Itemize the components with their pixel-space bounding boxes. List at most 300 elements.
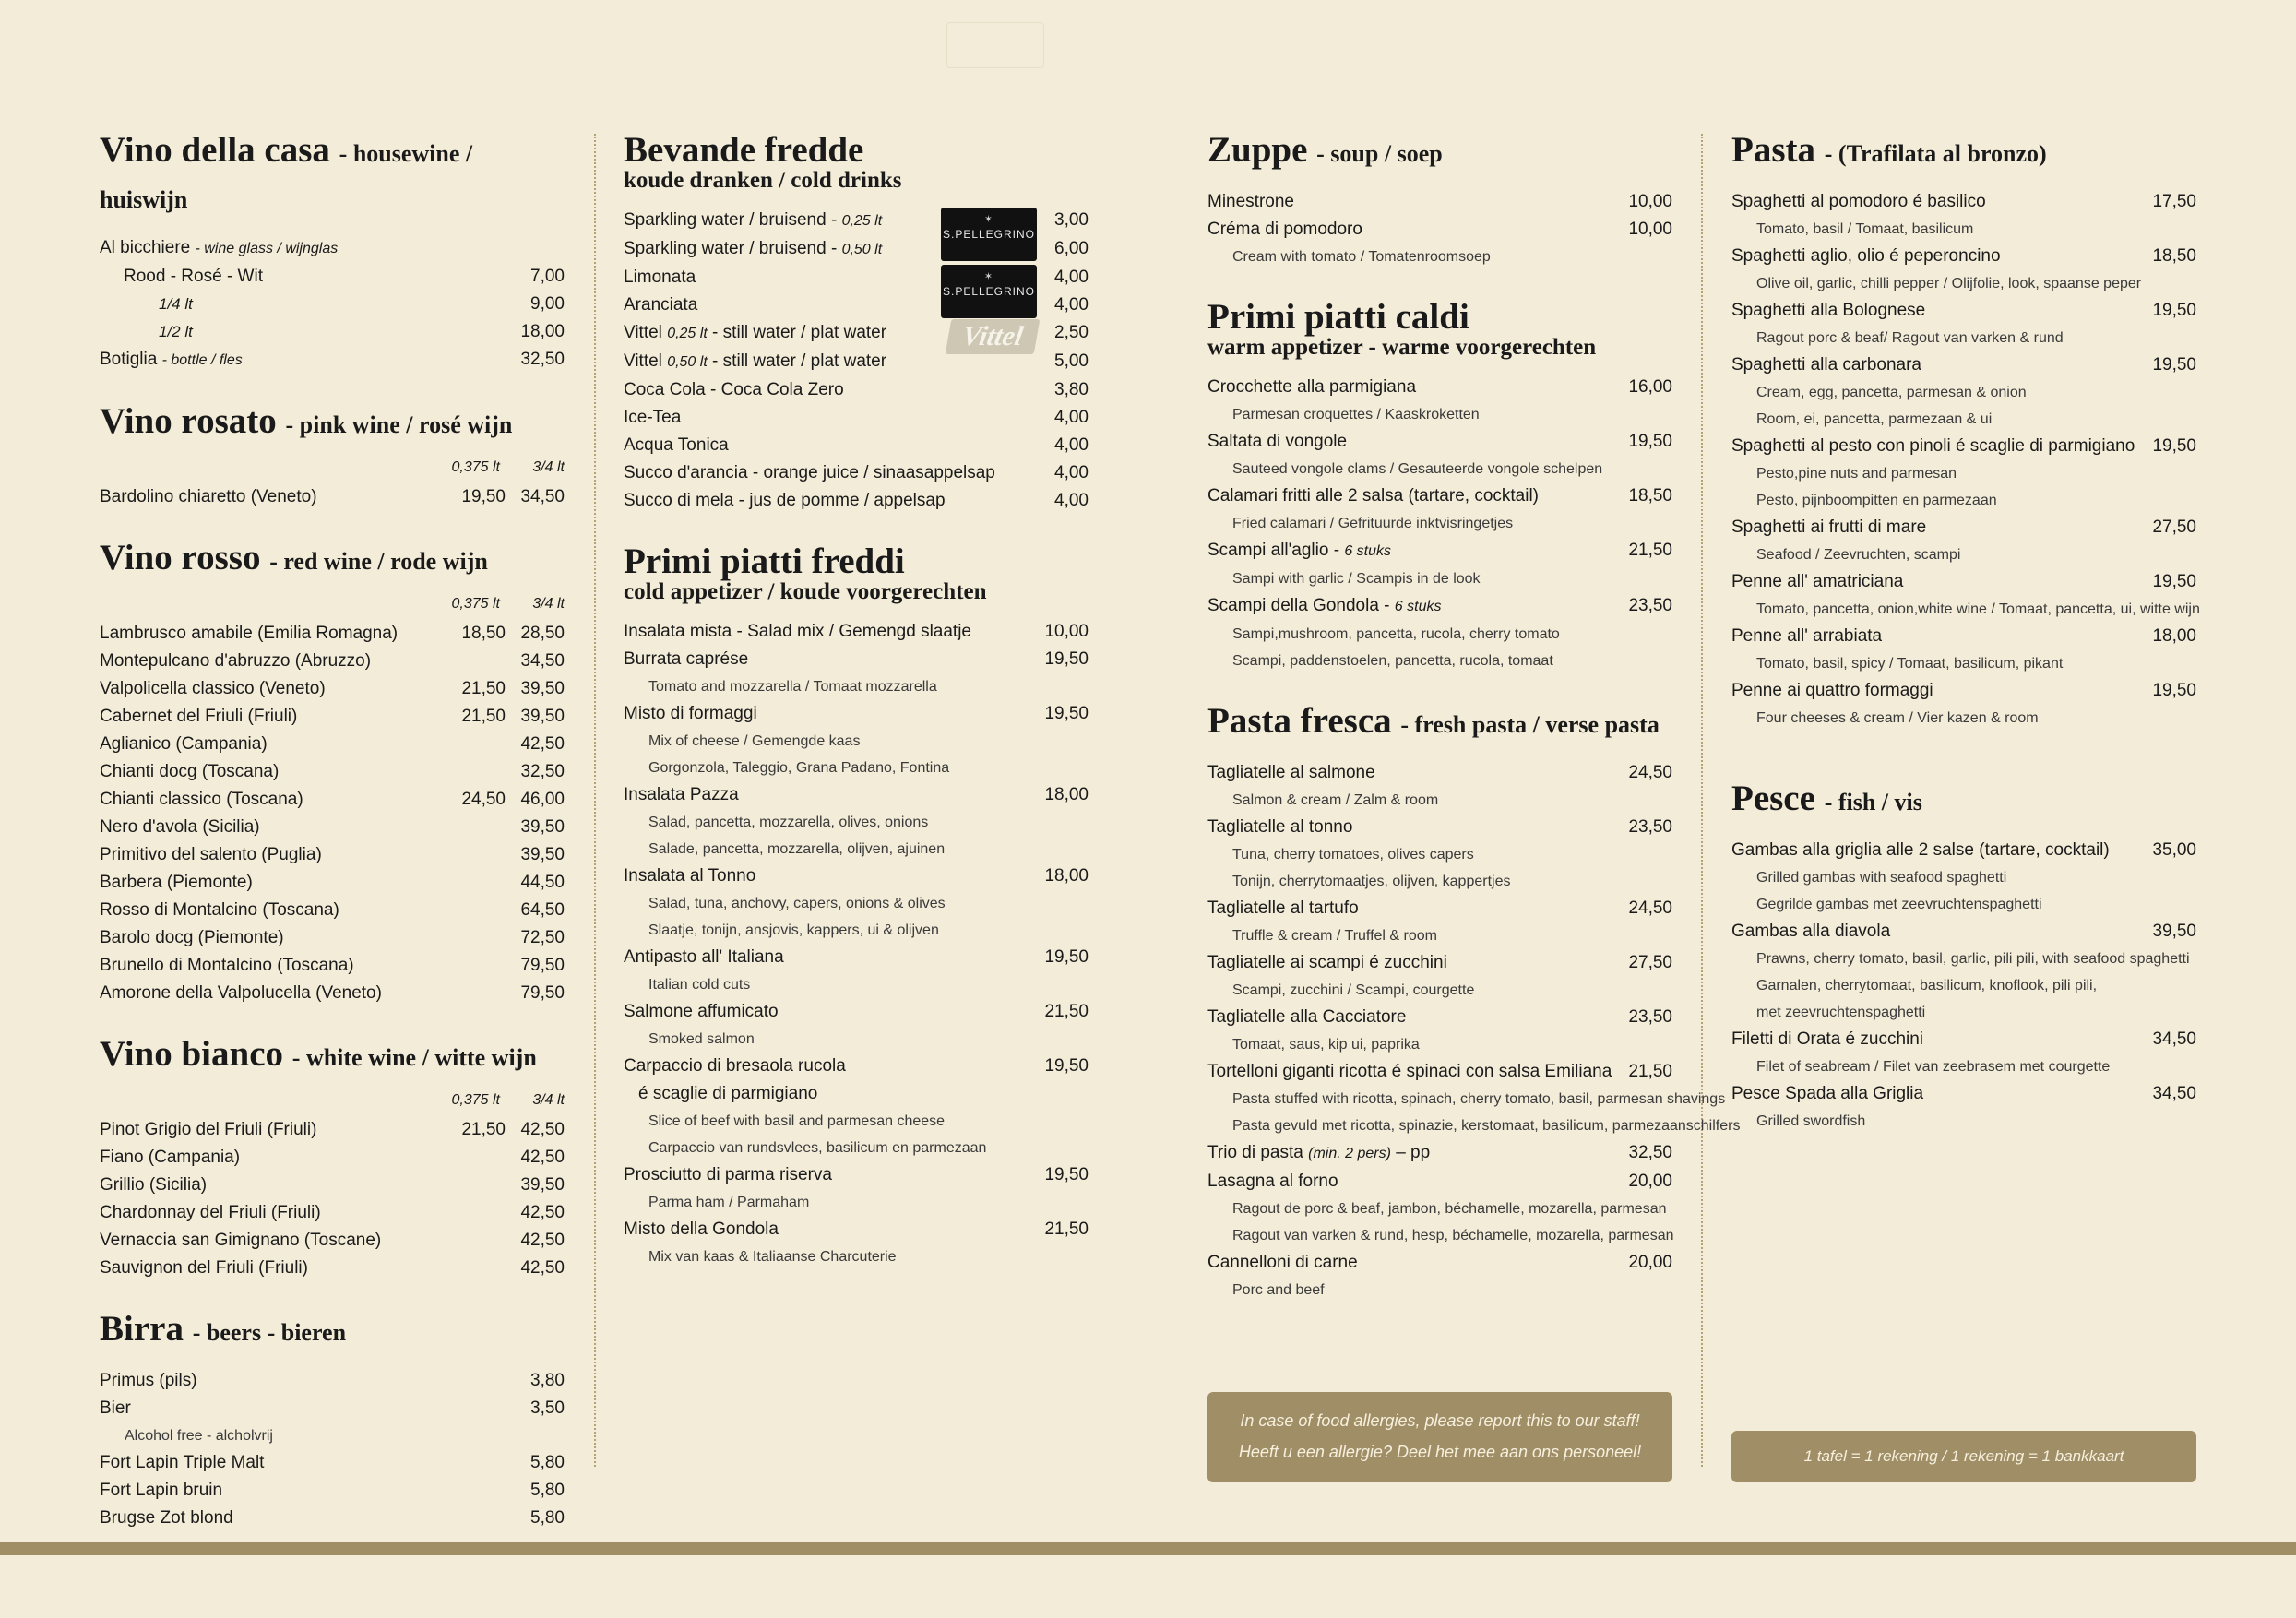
item-description: Scampi, paddenstoelen, pancetta, rucola, tomaat <box>1232 653 1553 669</box>
item-name: Brunello di Montalcino (Toscana) <box>100 956 354 975</box>
section-title: Zuppe <box>1207 130 1308 170</box>
item-description: Prawns, cherry tomato, basil, garlic, pili pili, with seafood spaghetti <box>1756 951 2190 967</box>
price-large: 44,50 <box>520 873 565 892</box>
item-name: Insalata mista - Salad mix / Gemengd slaatje <box>624 622 972 641</box>
menu-item <box>1207 428 1672 456</box>
item-description: Sauteed vongole clams / Gesauteerde vongole schelpen <box>1232 461 1603 477</box>
price-small: 21,50 <box>461 707 506 726</box>
column-divider <box>594 134 596 1467</box>
menu-item <box>100 648 565 675</box>
item-name: Spaghetti al pomodoro é basilico <box>1731 192 1986 211</box>
item-note: 0,50 lt <box>841 242 883 257</box>
price-large: 42,50 <box>520 734 565 754</box>
section-title: Vino rosato <box>100 401 277 441</box>
item-description: Tomato and mozzarella / Tomaat mozzarella <box>648 679 937 695</box>
item-description: Alcohol free - alcholvrij <box>125 1428 273 1444</box>
menu-item: 1/4 lt 9,00 <box>100 291 565 318</box>
price: 19,50 <box>2152 301 2196 320</box>
item-name: Spaghetti aglio, olio é peperoncino <box>1731 246 2001 266</box>
item-name: Filetti di Orata é zucchini <box>1731 1029 1924 1049</box>
column-divider <box>1701 134 1703 1467</box>
wines-column <box>100 129 565 1558</box>
price: 4,00 <box>1054 408 1089 427</box>
price-large: 79,50 <box>520 983 565 1003</box>
price: 23,50 <box>1628 817 1672 837</box>
section-subtitle: warm appetizer - warme voorgerechten <box>1207 335 1597 360</box>
item-description: Mix van kaas & Italiaanse Charcuterie <box>648 1249 897 1265</box>
item-name: Saltata di vongole <box>1207 432 1348 451</box>
menu-item <box>1207 537 1672 565</box>
menu-item <box>100 483 565 511</box>
item-name: Succo di mela - jus de pomme / appelsap <box>624 491 946 510</box>
item-description: Cream, egg, pancetta, parmesan & onion <box>1756 385 2027 400</box>
menu-item <box>1731 243 2196 270</box>
menu-item <box>1207 1004 1672 1031</box>
drinks-column <box>624 129 1089 1296</box>
item-description: Cream with tomato / Tomatenroomsoep <box>1232 249 1491 265</box>
item-description: Salad, pancetta, mozzarella, olives, onions <box>648 815 929 830</box>
item-name: Aranciata <box>624 295 698 315</box>
section-title: Bevande fredde <box>624 130 864 170</box>
menu-item <box>1207 949 1672 977</box>
item-name: Coca Cola - Coca Cola Zero <box>624 380 844 399</box>
section-subtitle: - red wine / rode wijn <box>269 548 488 575</box>
price: 24,50 <box>1628 763 1672 782</box>
menu-item <box>100 1477 565 1505</box>
item-name: Tagliatelle al tonno <box>1207 817 1353 837</box>
item-description: met zeevruchtenspaghetti <box>1756 1005 1926 1020</box>
item-name: Amorone della Valpolucella (Veneto) <box>100 983 382 1003</box>
item-name: Vernaccia san Gimignano (Toscane) <box>100 1231 382 1250</box>
section-title: Pesce <box>1731 779 1815 818</box>
price: 2,50 <box>1054 323 1089 342</box>
item-description: Carpaccio van rundsvlees, basilicum en parmezaan <box>648 1140 987 1156</box>
menu-item <box>100 814 565 841</box>
menu-item <box>100 731 565 758</box>
menu-item <box>100 703 565 731</box>
item-name: Brugse Zot blond <box>100 1508 233 1528</box>
price: 21,50 <box>1044 1002 1089 1021</box>
section-title: Birra <box>100 1309 184 1349</box>
menu-item <box>1207 895 1672 922</box>
menu-item: 1/2 lt 18,00 <box>100 318 565 346</box>
menu-item <box>1207 482 1672 510</box>
price: 18,00 <box>1044 785 1089 804</box>
item-name: Burrata caprése <box>624 649 749 669</box>
menu-item <box>100 1227 565 1255</box>
price-small: 21,50 <box>461 1120 506 1139</box>
item-description: Salad, tuna, anchovy, capers, onions & olives <box>648 896 946 911</box>
price: 19,50 <box>1044 947 1089 967</box>
item-description: Gegrilde gambas met zeevruchtenspaghetti <box>1756 897 2042 912</box>
item-name: Tortelloni giganti ricotta é spinaci con salsa Emiliana <box>1207 1062 1612 1081</box>
section-cold-starters <box>624 541 1089 1270</box>
item-name: Acqua Tonica <box>624 435 729 455</box>
price: 19,50 <box>1044 704 1089 723</box>
item-description: Sampi,mushroom, pancetta, rucola, cherry tomato <box>1232 626 1560 642</box>
allergy-notice <box>1207 1392 1672 1482</box>
item-name: Penne all' amatriciana <box>1731 572 1904 591</box>
item-name: é scaglie di parmigiano <box>638 1084 818 1103</box>
item-description: Salmon & cream / Zalm & room <box>1232 792 1439 808</box>
menu-item <box>624 700 1089 728</box>
price: 27,50 <box>2152 518 2196 537</box>
price: 19,50 <box>1044 649 1089 669</box>
section-cold-drinks <box>624 129 1089 515</box>
menu-item <box>1731 568 2196 596</box>
section-subtitle: - (Trafilata al bronzo) <box>1824 140 2047 167</box>
price-large: 72,50 <box>520 928 565 947</box>
price-large: 39,50 <box>520 679 565 698</box>
menu-item <box>624 459 1089 487</box>
menu-item <box>1731 623 2196 650</box>
price: 19,50 <box>1044 1165 1089 1184</box>
item-name: Tagliatelle ai scampi é zucchini <box>1207 953 1447 972</box>
item-name: Vittel <box>624 323 668 342</box>
price: 23,50 <box>1628 1007 1672 1027</box>
item-name: Bier <box>100 1398 131 1418</box>
item-name: Cannelloni di carne <box>1207 1253 1358 1272</box>
menu-item <box>100 841 565 869</box>
menu-item <box>1731 1080 2196 1108</box>
price: 19,50 <box>2152 681 2196 700</box>
item-description: Room, ei, pancetta, parmezaan & ui <box>1756 411 1993 427</box>
price-large: 32,50 <box>520 762 565 781</box>
section-subtitle: koude dranken / cold drinks <box>624 168 902 193</box>
item-name: Prosciutto di parma riserva <box>624 1165 832 1184</box>
price: 19,50 <box>2152 436 2196 456</box>
item-description: Tomaat, saus, kip ui, paprika <box>1232 1037 1420 1053</box>
item-name: Vittel <box>624 351 668 371</box>
price: 39,50 <box>2152 922 2196 941</box>
item-name-continued <box>624 1080 1089 1108</box>
item-name: Minestrone <box>1207 192 1294 211</box>
price: 6,00 <box>1054 239 1089 258</box>
item-name: Crocchette alla parmigiana <box>1207 377 1417 397</box>
price: 7,00 <box>530 267 565 286</box>
vittel-logo: Vittel <box>946 319 1041 354</box>
price: 4,00 <box>1054 463 1089 482</box>
price-large: 34,50 <box>520 651 565 671</box>
item-name: Spaghetti al pesto con pinoli é scaglie di parmigiano <box>1731 436 2135 456</box>
price: 10,00 <box>1044 622 1089 641</box>
item-name: Ice-Tea <box>624 408 682 427</box>
item-name: Primitivo del salento (Puglia) <box>100 845 322 864</box>
price: 16,00 <box>1628 377 1672 397</box>
price: 3,80 <box>1054 380 1089 399</box>
section-soups <box>1207 129 1672 270</box>
price-small: 19,50 <box>461 487 506 506</box>
item-name: Limonata <box>624 268 696 287</box>
item-note: 6 stuks <box>1344 543 1391 559</box>
item-description: Slice of beef with basil and parmesan cheese <box>648 1113 946 1129</box>
section-rose-wine <box>100 400 565 511</box>
menu-item <box>100 1116 565 1144</box>
allergy-notice-en: In case of food allergies, please report this to our staff! <box>1240 1411 1640 1430</box>
item-name: Calamari fritti alle 2 salsa (tartare, cocktail) <box>1207 486 1539 506</box>
bottom-rule <box>0 1542 2296 1555</box>
item-description: Slaatje, tonijn, ansjovis, kappers, ui & olijven <box>648 922 939 938</box>
menu-item: Al bicchiere - wine glass / wijnglas <box>100 238 339 257</box>
item-description: Tomato, basil / Tomaat, basilicum <box>1756 221 1974 237</box>
item-name: Gambas alla griglia alle 2 salse (tartare, cocktail) <box>1731 840 2110 860</box>
price-large: 64,50 <box>520 900 565 920</box>
section-title: Primi piatti freddi <box>624 541 905 581</box>
menu-item <box>100 869 565 897</box>
item-name: Pesce Spada alla Griglia <box>1731 1084 1924 1103</box>
item-name: Fiano (Campania) <box>100 1148 241 1167</box>
item-name: Créma di pomodoro <box>1207 220 1362 239</box>
item-name: Fort Lapin Triple Malt <box>100 1453 265 1472</box>
price: 4,00 <box>1054 491 1089 510</box>
item-name: Valpolicella classico (Veneto) <box>100 679 326 698</box>
price-large: 79,50 <box>520 956 565 975</box>
section-subtitle: - pink wine / rosé wijn <box>285 411 513 438</box>
item-detail: - still water / plat water <box>707 351 887 371</box>
soups-column <box>1207 129 1741 1329</box>
item-note: (min. 2 pers) <box>1308 1146 1391 1161</box>
item-name: Grillio (Sicilia) <box>100 1175 208 1195</box>
price-large: 39,50 <box>520 817 565 837</box>
item-name: Fort Lapin bruin <box>100 1481 223 1500</box>
allergy-notice-nl: Heeft u een allergie? Deel het mee aan ons personeel! <box>1238 1443 1642 1461</box>
price: 17,50 <box>2152 192 2196 211</box>
item-name: Chianti docg (Toscana) <box>100 762 280 781</box>
item-name: Lambrusco amabile (Emilia Romagna) <box>100 624 399 643</box>
item-name: Aglianico (Campania) <box>100 734 268 754</box>
item-description: Tuna, cherry tomatoes, olives capers <box>1232 847 1474 863</box>
item-description: Ragout de porc & beaf, jambon, béchamelle, mozarella, parmesan <box>1232 1201 1667 1217</box>
price: 5,80 <box>530 1508 565 1528</box>
item-name: Misto di formaggi <box>624 704 757 723</box>
menu-item <box>624 432 1089 459</box>
item-description: Fried calamari / Gefrituurde inktvisringetjes <box>1232 516 1514 531</box>
section-title: Pasta fresca <box>1207 701 1392 741</box>
item-description: Seafood / Zeevruchten, scampi <box>1756 547 1961 563</box>
item-name: Primus (pils) <box>100 1371 197 1390</box>
item-name: Montepulcano d'abruzzo (Abruzzo) <box>100 651 372 671</box>
price-large: 34,50 <box>520 487 565 506</box>
menu-item <box>624 646 1089 673</box>
menu-item <box>100 1255 565 1282</box>
price: 23,50 <box>1628 596 1672 615</box>
item-description: Porc and beef <box>1232 1282 1325 1298</box>
item-name: Trio di pasta <box>1207 1143 1309 1162</box>
price: 35,00 <box>2152 840 2196 860</box>
price: 4,00 <box>1054 295 1089 315</box>
price-small: 24,50 <box>461 790 506 809</box>
section-subtitle: - fish / vis <box>1824 789 1922 815</box>
price-large: 42,50 <box>520 1231 565 1250</box>
menu-item <box>100 620 565 648</box>
item-name: Spaghetti ai frutti di mare <box>1731 518 1927 537</box>
price: 19,50 <box>1044 1056 1089 1076</box>
pasta-column <box>1731 129 2200 1160</box>
price-column-headers: 0,375 lt 3/4 lt <box>451 1092 565 1108</box>
menu-item <box>1207 1139 1672 1168</box>
menu-item <box>100 1199 565 1227</box>
item-description: Smoked salmon <box>648 1031 755 1047</box>
menu-item <box>624 998 1089 1026</box>
price-large: 42,50 <box>520 1203 565 1222</box>
item-name: Gambas alla diavola <box>1731 922 1891 941</box>
item-note: 0,25 lt <box>667 326 708 341</box>
menu-item <box>624 404 1089 432</box>
menu-item <box>624 781 1089 809</box>
item-description: Grilled gambas with seafood spaghetti <box>1756 870 2007 886</box>
price: 4,00 <box>1054 268 1089 287</box>
item-name: Spaghetti alla carbonara <box>1731 355 1921 375</box>
price: 18,00 <box>1044 866 1089 886</box>
menu-item <box>1207 374 1672 401</box>
item-name: Antipasto all' Italiana <box>624 947 784 967</box>
menu-item <box>1207 216 1672 244</box>
item-description: Tonijn, cherrytomaatjes, olijven, kappertjes <box>1232 874 1511 889</box>
price: 5,00 <box>1054 351 1089 371</box>
price: 5,80 <box>530 1481 565 1500</box>
menu-item <box>1207 1058 1672 1086</box>
price-small: 21,50 <box>461 679 506 698</box>
price: 20,00 <box>1628 1253 1672 1272</box>
section-subtitle: cold appetizer / koude voorgerechten <box>624 579 987 604</box>
price: 3,80 <box>530 1371 565 1390</box>
section-warm-starters <box>1207 296 1672 674</box>
billing-notice: 1 tafel = 1 rekening / 1 rekening = 1 bankkaart <box>1731 1431 2196 1482</box>
price: 19,50 <box>2152 572 2196 591</box>
san-pellegrino-logo: ✶ S.PELLEGRINO <box>941 265 1037 318</box>
item-name: Misto della Gondola <box>624 1219 779 1239</box>
item-description: Parmesan croquettes / Kaaskroketten <box>1232 407 1480 422</box>
item-name: Scampi all'aglio - <box>1207 541 1345 560</box>
item-description: Grilled swordfish <box>1756 1113 1866 1129</box>
item-description: Italian cold cuts <box>648 977 751 993</box>
item-name: Salmone affumicato <box>624 1002 779 1021</box>
menu-item <box>624 1216 1089 1243</box>
price: 18,00 <box>520 322 565 341</box>
item-name: Tagliatelle al tartufo <box>1207 898 1359 918</box>
price-large: 42,50 <box>520 1120 565 1139</box>
menu-item <box>1731 514 2196 541</box>
item-name: Insalata Pazza <box>624 785 739 804</box>
menu-item <box>100 1395 565 1422</box>
item-description: Pasta stuffed with ricotta, spinach, cherry tomato, basil, parmesan shavings <box>1232 1091 1726 1107</box>
menu-item <box>100 786 565 814</box>
price: 21,50 <box>1044 1219 1089 1239</box>
item-description: Tomato, basil, spicy / Tomaat, basilicum, pikant <box>1756 656 2064 672</box>
price-large: 39,50 <box>520 707 565 726</box>
item-name: Bardolino chiaretto (Veneto) <box>100 487 317 506</box>
section-title: Vino rosso <box>100 538 261 577</box>
menu-item <box>624 618 1089 646</box>
price: 19,50 <box>2152 355 2196 375</box>
section-title: Vino bianco <box>100 1034 284 1074</box>
item-name: Chianti classico (Toscana) <box>100 790 303 809</box>
menu-item: Botiglia - bottle / fles 32,50 <box>100 346 565 375</box>
menu-item <box>1731 677 2196 705</box>
section-fish <box>1731 778 2196 1135</box>
menu-item <box>100 924 565 952</box>
menu-item <box>1207 1249 1672 1277</box>
item-name: Scampi della Gondola - <box>1207 596 1395 615</box>
item-name: Nero d'avola (Sicilia) <box>100 817 260 837</box>
menu-item <box>1207 188 1672 216</box>
item-name: Spaghetti alla Bolognese <box>1731 301 1926 320</box>
item-description: Garnalen, cherrytomaat, basilicum, knoflook, pili pili, <box>1756 978 2098 993</box>
item-detail: - still water / plat water <box>707 323 887 342</box>
item-name: Tagliatelle al salmone <box>1207 763 1375 782</box>
section-white-wine <box>100 1033 565 1282</box>
menu-item <box>100 675 565 703</box>
menu-item <box>1207 592 1672 621</box>
price-large: 39,50 <box>520 1175 565 1195</box>
price: 3,50 <box>530 1398 565 1418</box>
section-subtitle: - beers - bieren <box>192 1319 347 1346</box>
item-description: Scampi, zucchini / Scampi, courgette <box>1232 982 1475 998</box>
menu-item <box>624 863 1089 890</box>
item-note: 6 stuks <box>1394 599 1442 614</box>
price-column-headers: 0,375 lt 3/4 lt <box>451 596 565 612</box>
item-name: Barolo docg (Piemonte) <box>100 928 284 947</box>
price: 27,50 <box>1628 953 1672 972</box>
san-pellegrino-logo: ✶ S.PELLEGRINO <box>941 208 1037 261</box>
menu-item <box>624 1161 1089 1189</box>
price: 34,50 <box>2152 1029 2196 1049</box>
menu-item <box>624 487 1089 515</box>
item-name: Pinot Grigio del Friuli (Friuli) <box>100 1120 317 1139</box>
menu-item <box>1731 297 2196 325</box>
price-small: 18,50 <box>461 624 506 643</box>
top-tab <box>946 22 1044 68</box>
item-name: Barbera (Piemonte) <box>100 873 253 892</box>
item-name: Sparkling water / bruisend - <box>624 239 842 258</box>
menu-item <box>1731 351 2196 379</box>
menu-item <box>100 1367 565 1395</box>
item-description: Ragout porc & beaf/ Ragout van varken & rund <box>1756 330 2064 346</box>
price: 18,50 <box>2152 246 2196 266</box>
menu-item <box>624 376 1089 404</box>
section-subtitle: - white wine / witte wijn <box>291 1044 537 1071</box>
price-large: 39,50 <box>520 845 565 864</box>
item-description: Pesto, pijnboompitten en parmezaan <box>1756 493 1997 508</box>
price-large: 28,50 <box>520 624 565 643</box>
price: 3,00 <box>1054 210 1089 230</box>
menu-item <box>100 758 565 786</box>
price: 5,80 <box>530 1453 565 1472</box>
menu-item <box>100 1144 565 1172</box>
menu-item <box>1731 918 2196 946</box>
item-detail: – pp <box>1390 1143 1431 1162</box>
price: 21,50 <box>1628 541 1672 560</box>
item-name: Sauvignon del Friuli (Friuli) <box>100 1258 308 1278</box>
item-name: Penne all' arrabiata <box>1731 626 1883 646</box>
section-title: Pasta <box>1731 130 1815 170</box>
price: 9,00 <box>530 294 565 314</box>
menu-item <box>1731 188 2196 216</box>
item-name: Chardonnay del Friuli (Friuli) <box>100 1203 321 1222</box>
price: 34,50 <box>2152 1084 2196 1103</box>
section-subtitle: - housewine / huiswijn <box>100 140 473 213</box>
item-description: Tomato, pancetta, onion,white wine / Tomaat, pancetta, ui, witte wijn <box>1756 601 2200 617</box>
menu-item <box>1207 759 1672 787</box>
menu-item <box>1731 433 2196 460</box>
item-name: Insalata al Tonno <box>624 866 756 886</box>
menu-item <box>100 897 565 924</box>
price: 20,00 <box>1628 1172 1672 1191</box>
item-description: Pasta gevuld met ricotta, spinazie, kerstomaat, basilicum, parmezaanschilfers <box>1232 1118 1741 1134</box>
section-pasta <box>1731 129 2200 732</box>
menu-item <box>100 1449 565 1477</box>
item-description: Olive oil, garlic, chilli pepper / Olijfolie, look, spaanse peper <box>1756 276 2142 291</box>
